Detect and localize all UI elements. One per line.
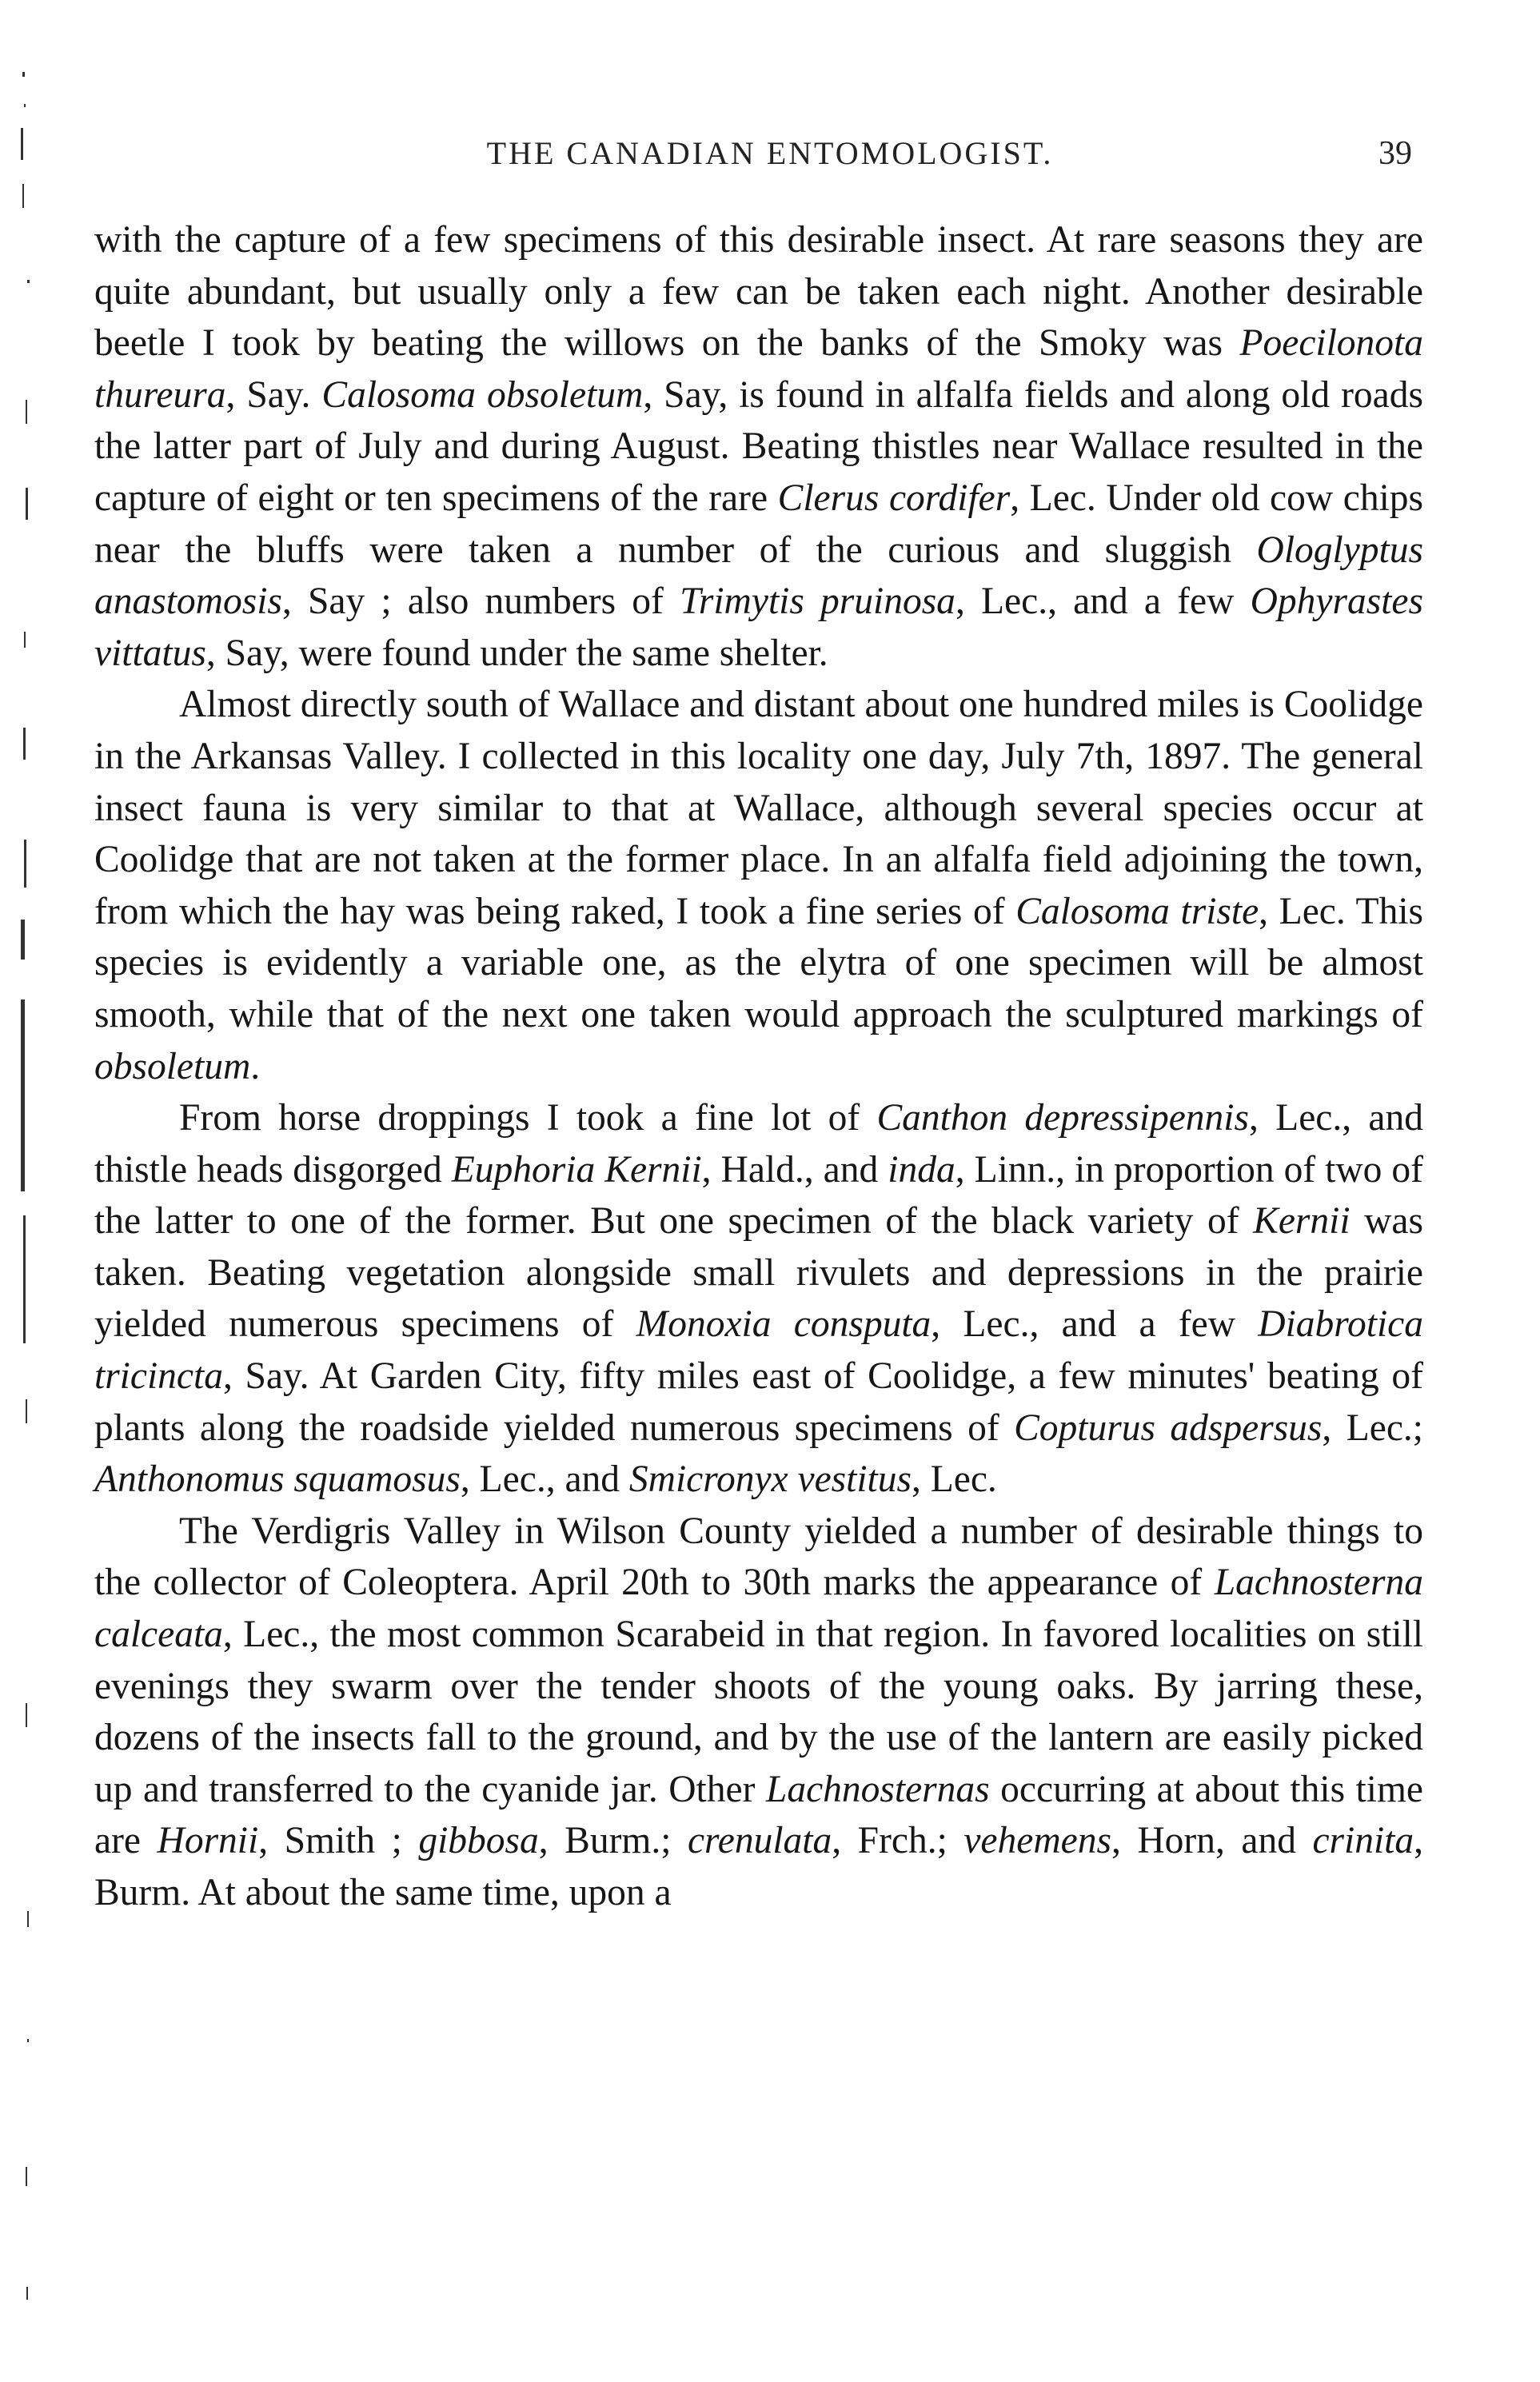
species-name: Anthonomus squamosus [94,1458,461,1501]
species-name: Lachnosternas [765,1768,990,1810]
species-name: Monoxia consputa [636,1303,932,1346]
text-run: , Lec., and a few [931,1303,1259,1346]
text-run: The Verdigris Valley in Wilson County yielded a number of desirable things to the collector of Coleoptera. April 20th to 30th marks the appearance of [94,1510,1423,1604]
species-name: Smicronyx vestitus [628,1458,912,1501]
text-run: , Say ; also numbers of [281,581,680,623]
text-run: , Say, were found under the same shelter. [205,632,828,674]
species-name: Ophyrastes vittatus [94,581,1423,674]
species-name: Copturus adspersus [1014,1406,1323,1449]
species-name: crinita [1312,1820,1414,1862]
text-run: , Lec. This species is evidently a variable one, as the elytra of one specimen will be almost smooth, while that of the next one taken would approach the sculptured markings of [94,890,1423,1035]
scan-margin-specks [16,72,56,2351]
text-run: , Lec., the most common Scarabeid in that region. In favored localities on still evenings they swarm over the tender shoots of the young oaks. By jarring these, dozens of the insects fall to the ground, and by the use of the lantern are easily picked up and transferred to the cyanide jar. Other [94,1614,1423,1810]
species-name: crenulata [687,1820,832,1862]
text-run: , Say. At Garden City, fifty miles east of Coolidge, a few minutes' beating of plants along the roadside yielded numerous specimens of [94,1355,1423,1449]
text-run: , Burm.; [538,1820,688,1862]
species-name: vehemens [963,1820,1111,1862]
species-name: Trimytis pruinosa [680,581,956,623]
paragraph [94,214,1423,679]
page-number: 39 [1378,135,1412,172]
text-run: was taken. Beating vegetation alongside small rivulets and depressions in the prairie yielded numerous specimens of [94,1200,1423,1346]
text-run: , Lec., and thistle heads disgorged [94,1097,1424,1191]
paragraph [94,1092,1423,1506]
species-name: Kernii [1253,1200,1350,1243]
page-header [0,134,1540,182]
text-run: occurring at about this time are [94,1768,1423,1862]
text-run: , Burm. At about the same time, upon a [94,1820,1424,1913]
body-text [94,214,1423,1919]
species-name: Lachnosterna calceata [94,1562,1423,1656]
text-run: , Lec., and [460,1458,629,1501]
text-run: with the capture of a few specimens of this desirable insect. At rare seasons they are quite abundant, but usually only a few can be taken each night. Another desirable beetle I took by beating the willows on the banks of the Smoky was [94,219,1423,365]
text-run: , Lec. Under old cow chips near the bluffs were taken a number of the curious and sluggish [94,477,1423,571]
paragraph [94,1506,1423,1919]
text-run: . [250,1045,261,1087]
text-run: , Linn., in proportion of two of the latter to one of the former. But one specimen of the black variety of [94,1148,1424,1243]
text-run: , Lec.; [1322,1406,1423,1449]
running-head: THE CANADIAN ENTOMOLOGIST. [486,135,1054,171]
species-name: Euphoria Kernii [451,1148,702,1191]
text-run: From horse droppings I took a fine lot of [179,1097,877,1139]
paragraph [94,679,1423,1092]
species-name: Calosoma obsoletum [321,373,644,416]
text-run: , Lec. [911,1458,997,1501]
text-run: Almost directly south of Wallace and distant about one hundred miles is Coolidge in the Arkansas Valley. I collected in this locality one day, July 7th, 1897. The general insect fauna is very similar to that at Wallace, although several species occur at Coolidge that are not taken at the former place. In an alfalfa field adjoining the town, from which the hay was being raked, I took a fine series of [94,684,1423,932]
species-name: inda [888,1148,956,1191]
species-name: obsoletum [94,1045,251,1087]
species-name: Hornii [157,1820,259,1862]
text-run: , Horn, and [1111,1820,1313,1862]
text-run: , Hald., and [701,1148,888,1191]
species-name: Clerus cordifer [777,477,1011,519]
species-name: Calosoma triste [1015,890,1259,932]
text-run: , Say, is found in alfalfa fields and along old roads the latter part of July and during August. Beating thistles near Wallace resulted in the capture of eight or ten specimens of the rare [94,373,1423,519]
text-run: , Smith ; [258,1820,419,1862]
species-name: Diabrotica tricincta [94,1303,1423,1398]
text-run: , Lec., and a few [955,581,1251,623]
species-name: Canthon depressipennis [876,1097,1249,1139]
text-run: , Frch.; [832,1820,964,1862]
species-name: Poecilonota thureura [94,322,1423,416]
text-run: , Say. [225,373,322,416]
species-name: gibbosa [418,1820,539,1862]
species-name: Ologlyptus anastomosis [94,529,1423,623]
